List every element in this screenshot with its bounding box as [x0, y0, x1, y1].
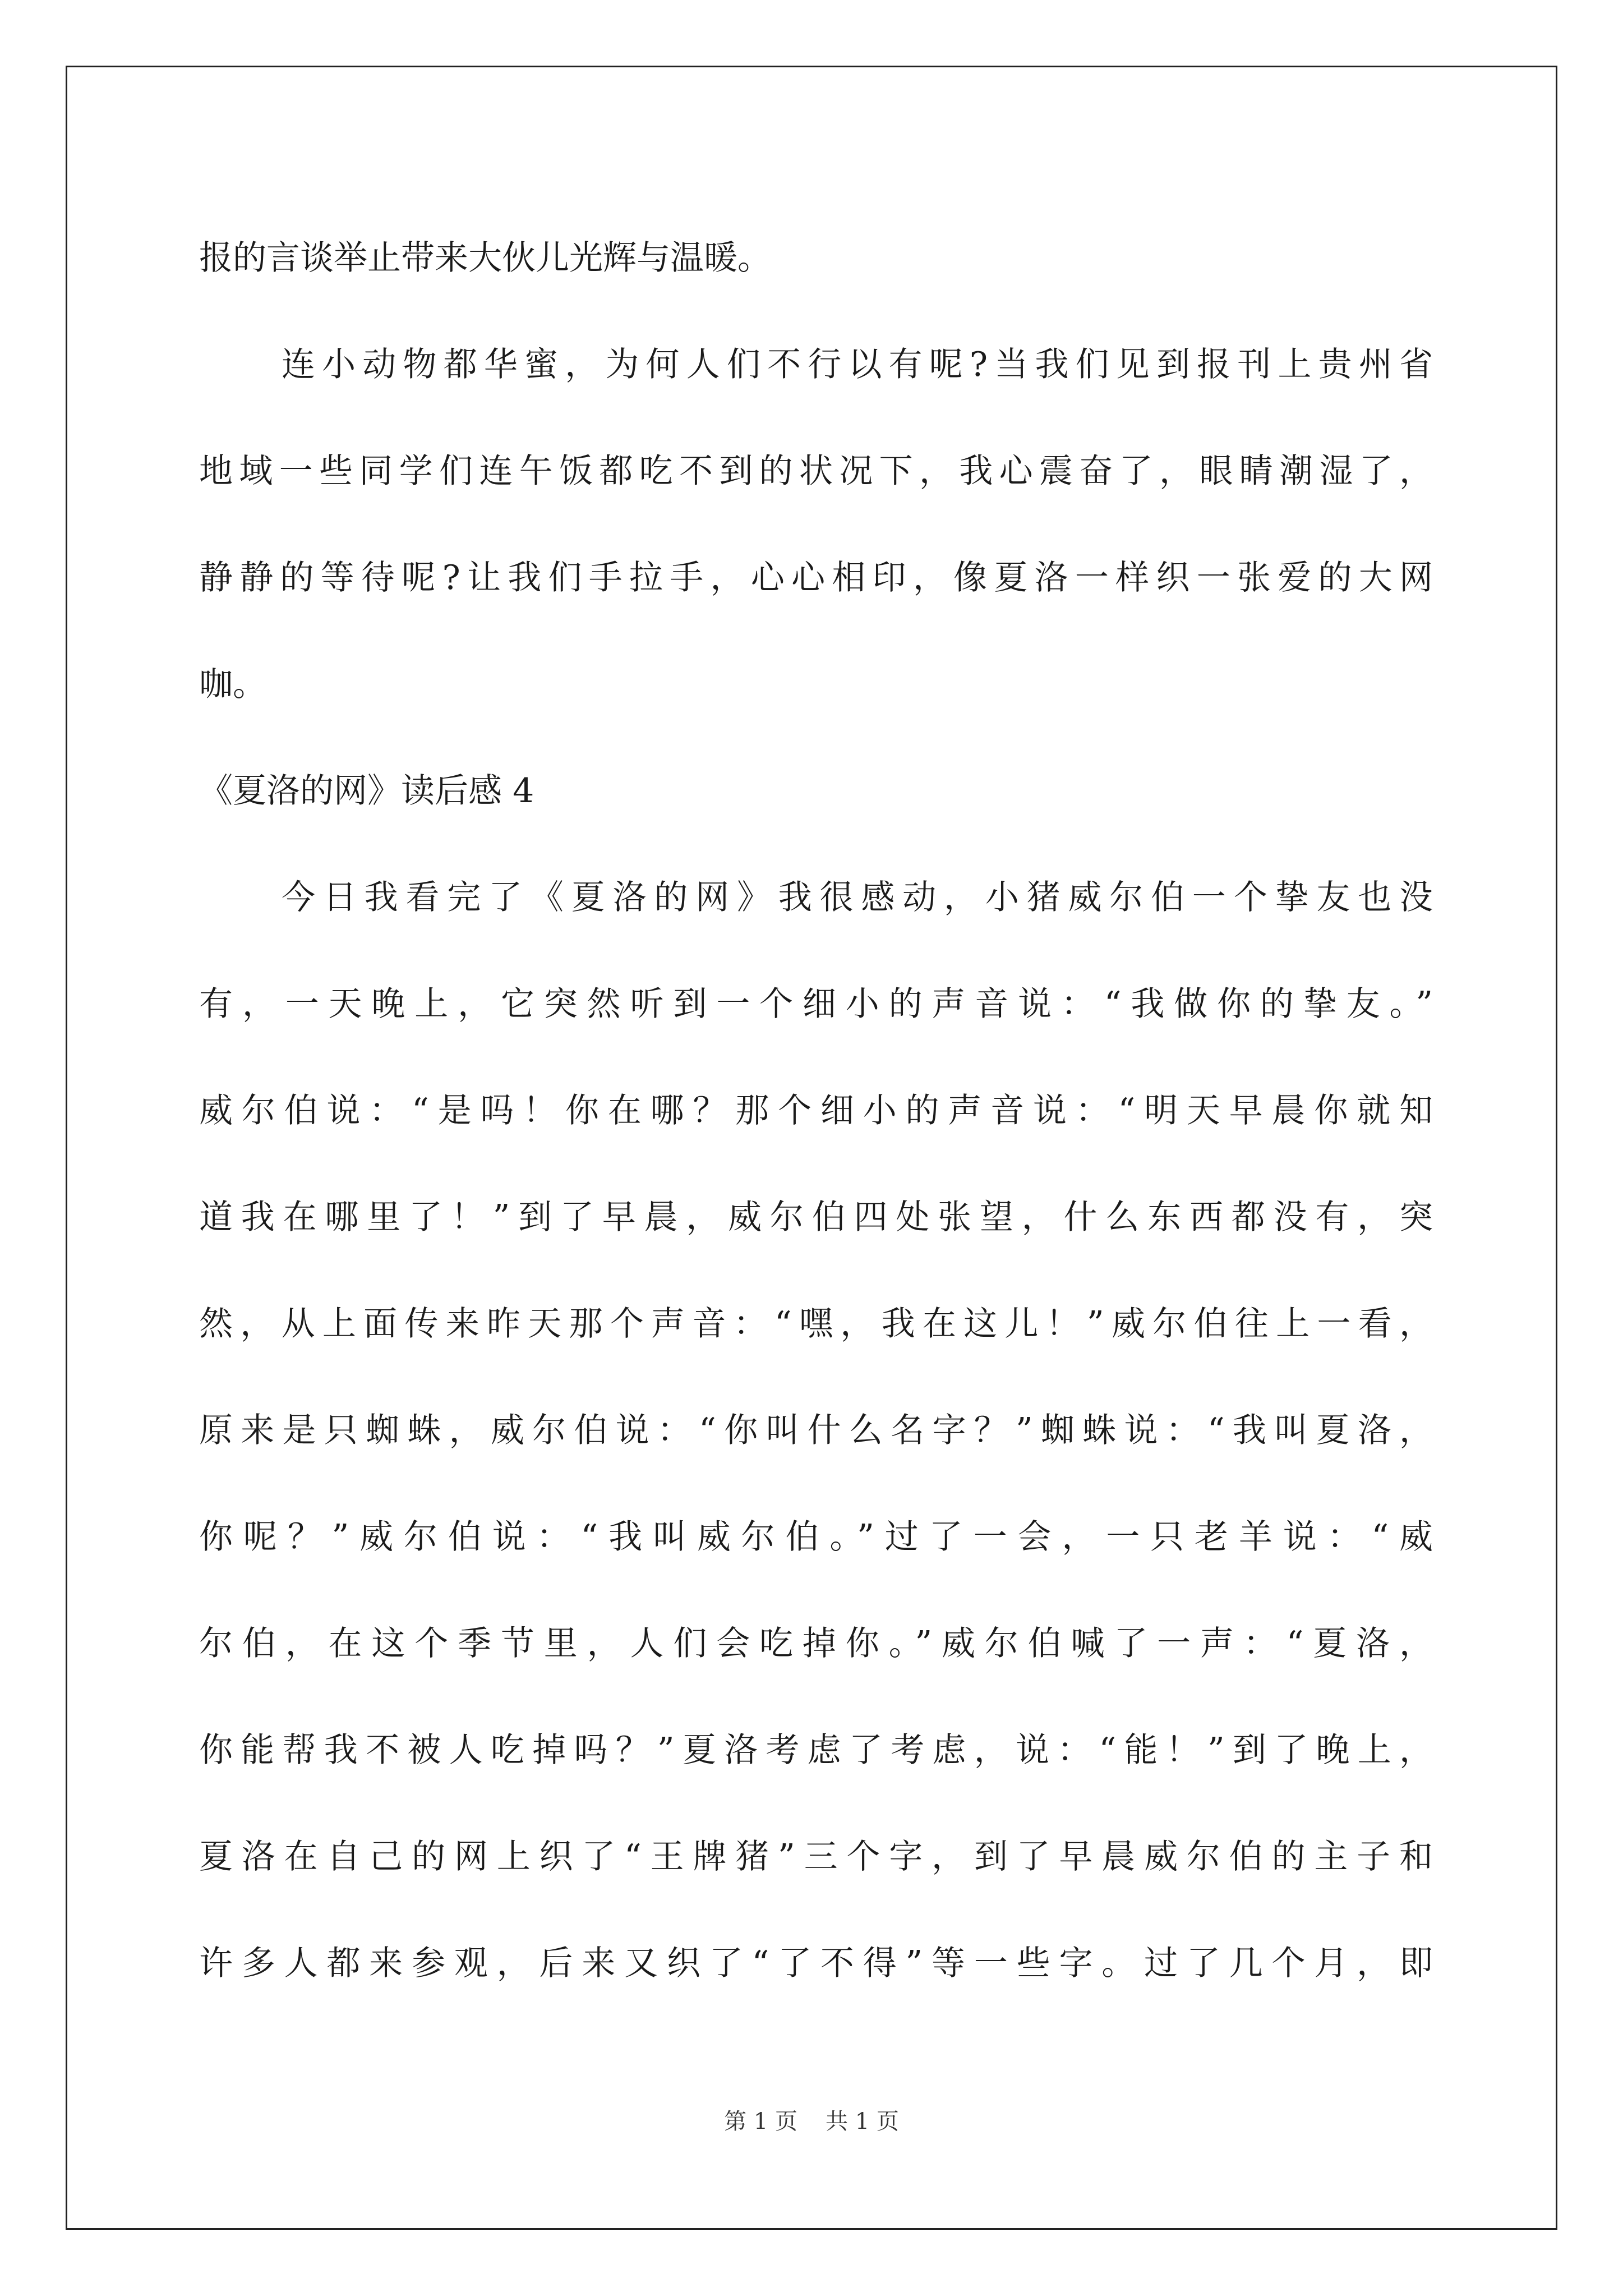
page-total: 共 1 页	[826, 2109, 899, 2134]
page-number: 第 1 页	[724, 2109, 797, 2134]
text-line: 原来是只蜘蛛，威尔伯说：“你叫什么名字？”蜘蛛说：“我叫夏洛，	[199, 1411, 1433, 1450]
text-line: 报的言谈举止带来大伙儿光辉与温暖。	[199, 238, 771, 278]
document-body	[199, 205, 1433, 2017]
text-line: 地域一些同学们连午饭都吃不到的状况下，我心震奋了，眼睛潮湿了，	[199, 452, 1433, 491]
text-line: 咖。	[199, 665, 266, 704]
text-line: 今日我看完了《夏洛的网》我很感动，小猪威尔伯一个挚友也没	[282, 878, 1433, 917]
section-heading: 《夏洛的网》读后感 4	[199, 771, 534, 811]
text-line: 你能帮我不被人吃掉吗？”夏洛考虑了考虑，说：“能！”到了晚上，	[199, 1731, 1433, 1770]
text-line: 有，一天晚上，它突然听到一个细小的声音说：“我做你的挚友。”	[199, 984, 1433, 1024]
text-line: 尔伯，在这个季节里，人们会吃掉你。”威尔伯喊了一声：“夏洛，	[199, 1624, 1433, 1663]
text-line: 连小动物都华蜜，为何人们不行以有呢?当我们见到报刊上贵州省	[282, 345, 1433, 384]
text-line: 然，从上面传来昨天那个声音：“嘿，我在这儿！”威尔伯往上一看，	[199, 1304, 1433, 1343]
text-line: 许多人都来参观，后来又织了“了不得”等一些字。过了几个月，即	[199, 1944, 1433, 1983]
text-line: 道我在哪里了！”到了早晨，威尔伯四处张望，什么东西都没有，突	[199, 1198, 1433, 1237]
page-footer	[0, 2104, 1623, 2136]
text-line: 夏洛在自己的网上织了“王牌猪”三个字，到了早晨威尔伯的主子和	[199, 1837, 1433, 1876]
text-line: 你呢？”威尔伯说：“我叫威尔伯。”过了一会，一只老羊说：“威	[199, 1517, 1433, 1557]
text-line: 威尔伯说：“是吗！你在哪？那个细小的声音说：“明天早晨你就知	[199, 1091, 1433, 1130]
text-line: 静静的等待呢?让我们手拉手，心心相印，像夏洛一样织一张爱的大网	[199, 558, 1433, 597]
